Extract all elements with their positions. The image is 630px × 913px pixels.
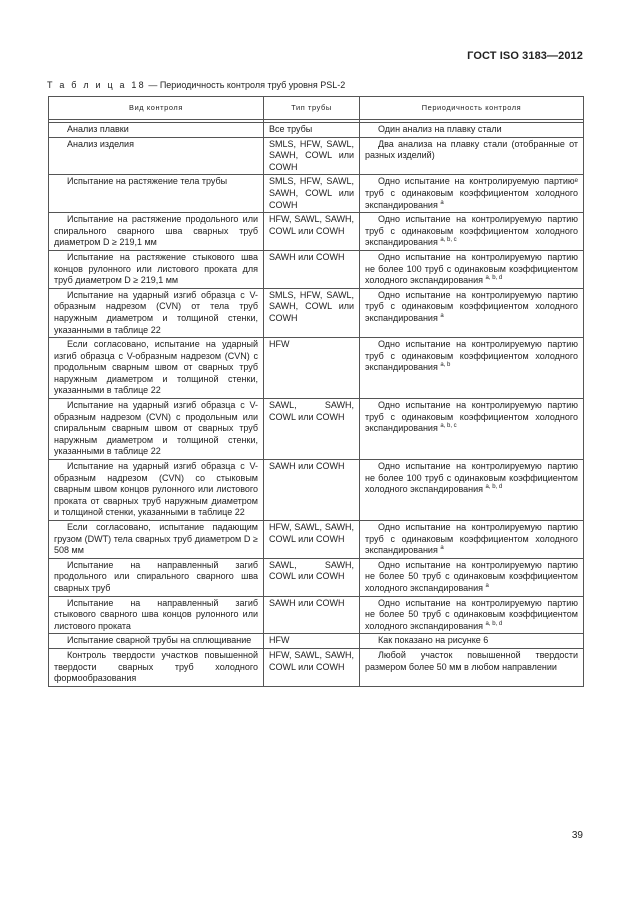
pipe-type-cell-text: HFW (269, 635, 290, 646)
table-caption-text: — Периодичность контроля труб уровня PSL-2 (145, 80, 346, 90)
table-row (49, 399, 584, 460)
frequency-cell (360, 596, 584, 634)
frequency-cell (360, 338, 584, 399)
pipe-type-cell (264, 213, 360, 251)
footnote-marker: a (440, 199, 444, 206)
pipe-type-cell-text: SAWH или COWH (269, 597, 345, 608)
pipe-type-cell (264, 399, 360, 460)
frequency-cell-text: Одно испытание на контролируемую партию труб с одинаковым коэффициентом холодного экспандирования (365, 522, 578, 556)
pipe-type-cell-text: SAWH или COWH (269, 461, 345, 472)
frequency-cell (360, 213, 584, 251)
frequency-cell (360, 175, 584, 213)
table-row (49, 558, 584, 596)
inspection-frequency-table (48, 96, 584, 687)
frequency-cell-text: Одно испытание на контролируемую партиюᵉ труб с одинаковым коэффициентом холодного экспандирования (365, 176, 578, 210)
footnote-marker: a, b (440, 362, 451, 369)
frequency-cell (360, 521, 584, 559)
inspection-kind-cell (49, 648, 264, 686)
inspection-kind-cell-text: Испытание на растяжение продольного или спирального сварного шва сварных труб диаметром D ≥ 219,1 мм (54, 214, 258, 248)
footnote-marker: a, b, d (485, 620, 503, 627)
inspection-kind-cell-text: Если согласовано, испытание падающим грузом (DWT) тела сварных труб диаметром D ≥ 508 мм (54, 522, 258, 556)
frequency-cell-text: Одно испытание на контролируемую партию труб с одинаковым коэффициентом холодного экспандирования (365, 400, 578, 434)
table-row (49, 596, 584, 634)
inspection-kind-cell (49, 634, 264, 649)
pipe-type-cell-text: HFW, SAWL, SAWH, COWL или COWH (269, 214, 354, 236)
pipe-type-cell-text: SMLS, HFW, SAWL, SAWH, COWL или COWH (269, 176, 354, 210)
pipe-type-cell-text: SMLS, HFW, SAWL, SAWH, COWL или COWH (269, 138, 354, 172)
inspection-kind-cell (49, 288, 264, 337)
inspection-kind-cell (49, 250, 264, 288)
pipe-type-cell-text: HFW, SAWL, SAWH, COWL или COWH (269, 522, 354, 544)
table-row (49, 137, 584, 175)
inspection-kind-cell-text: Испытание на ударный изгиб образца с V-образным надрезом (CVN) с продольным или спиральным сварным швом от сварных труб наружным диаметром и толщиной стенки, указанными в таблице 22 (54, 400, 258, 457)
footnote-marker: a (440, 545, 444, 552)
inspection-kind-cell-text: Испытание на растяжение тела трубы (67, 176, 228, 187)
frequency-cell-text: Одно испытание на контролируемую партию не более 100 труб с одинаковым коэффициентом холодного экспандирования (365, 461, 578, 495)
table-row (49, 175, 584, 213)
frequency-cell-text: Как показано на рисунке 6 (378, 635, 489, 646)
frequency-cell (360, 137, 584, 175)
footnote-marker: a, b, d (485, 275, 503, 282)
footnote-marker: a, b, c (440, 423, 457, 430)
table-caption-prefix: Т а б л и ц а 18 (47, 80, 146, 90)
inspection-kind-cell-text: Испытание на ударный изгиб образца с V-образным надрезом (CVN) со стыковым сварным швом концов рулонного или листового проката от сварных труб наружным диаметром и толщиной стенки, указанными в таблице 22 (54, 461, 258, 518)
frequency-cell-text: Одно испытание на контролируемую партию труб с одинаковым коэффициентом холодного экспандирования (365, 339, 578, 373)
inspection-kind-cell-text: Испытание на направленный загиб стыкового сварного шва концов рулонного или листового проката (54, 597, 258, 631)
footnote-marker: a (485, 582, 489, 589)
pipe-type-cell (264, 648, 360, 686)
table-row (49, 648, 584, 686)
frequency-cell (360, 634, 584, 649)
footnote-marker: a, b, d (485, 484, 503, 491)
pipe-type-cell-text: SAWL, SAWH, COWL или COWH (269, 400, 354, 422)
frequency-cell (360, 250, 584, 288)
pipe-type-cell-text: HFW, SAWL, SAWH, COWL или COWH (269, 649, 354, 672)
column-header-frequency: Периодичность контроля (360, 97, 584, 120)
inspection-kind-cell-text: Если согласовано, испытание на ударный изгиб образца с V-образным надрезом (CVN) с продольным сварным швом от сварных труб наружным диаметром и толщиной стенки, указанными в таблице 22 (54, 339, 258, 396)
pipe-type-cell (264, 137, 360, 175)
frequency-cell-text: Одно испытание на контролируемую партию не более 100 труб с одинаковым коэффициентом холодного экспандирования (365, 251, 578, 286)
pipe-type-cell (264, 250, 360, 288)
table-row (49, 634, 584, 649)
column-header-type: Тип трубы (264, 97, 360, 120)
pipe-type-cell-text: SMLS, HFW, SAWL, SAWH, COWL или COWH (269, 289, 354, 323)
table-caption (47, 80, 345, 90)
frequency-cell-text: Одно испытание на контролируемую партию труб с одинаковым коэффициентом холодного экспандирования (365, 214, 578, 248)
table-row (49, 123, 584, 138)
footnote-marker: a, b, c (440, 237, 457, 244)
inspection-kind-cell-text: Анализ изделия (67, 138, 134, 149)
table-header-row (49, 97, 584, 120)
table-row (49, 460, 584, 521)
footnote-marker: a (440, 312, 444, 319)
inspection-kind-cell (49, 460, 264, 521)
pipe-type-cell (264, 521, 360, 559)
inspection-kind-cell (49, 123, 264, 138)
inspection-kind-cell-text: Анализ плавки (67, 124, 129, 134)
pipe-type-cell (264, 338, 360, 399)
pipe-type-cell (264, 634, 360, 649)
inspection-kind-cell-text: Испытание на ударный изгиб образца с V-образным надрезом (CVN) от тела труб наружным диаметром и толщиной стенки, указанными в таблице 22 (54, 289, 258, 335)
inspection-kind-cell-text: Испытание сварной трубы на сплющивание (67, 635, 252, 646)
column-header-kind: Вид контроля (49, 97, 264, 120)
frequency-cell (360, 288, 584, 337)
pipe-type-cell (264, 558, 360, 596)
inspection-kind-cell (49, 338, 264, 399)
frequency-cell-text: Один анализ на плавку стали (378, 124, 502, 134)
frequency-cell-text: Два анализа на плавку стали (отобранные от разных изделий) (365, 138, 578, 161)
inspection-kind-cell-text: Испытание на растяжение стыкового шва концов рулонного или листового проката для труб диаметром D ≥ 219,1 мм (54, 251, 258, 286)
pipe-type-cell (264, 596, 360, 634)
table-row (49, 338, 584, 399)
inspection-kind-cell-text: Контроль твердости участков повышенной твердости сварных труб холодного формообразования (54, 649, 258, 684)
table-row (49, 521, 584, 559)
pipe-type-cell-text: SAWH или COWH (269, 251, 345, 262)
inspection-kind-cell (49, 596, 264, 634)
inspection-kind-cell (49, 137, 264, 175)
frequency-cell-text: Одно испытание на контролируемую партию труб с одинаковым коэффициентом холодного экспандирования (365, 289, 578, 323)
table-row (49, 213, 584, 251)
table-row (49, 288, 584, 337)
table-row (49, 250, 584, 288)
inspection-kind-cell (49, 213, 264, 251)
frequency-cell (360, 648, 584, 686)
pipe-type-cell (264, 123, 360, 138)
inspection-kind-cell (49, 521, 264, 559)
frequency-cell (360, 123, 584, 138)
inspection-kind-cell-text: Испытание на направленный загиб продольного или спирального сварного шва сварных труб (54, 559, 258, 593)
frequency-cell (360, 399, 584, 460)
pipe-type-cell (264, 460, 360, 521)
inspection-kind-cell (49, 558, 264, 596)
pipe-type-cell-text: SAWL, SAWH, COWL или COWH (269, 559, 354, 582)
pipe-type-cell (264, 175, 360, 213)
inspection-kind-cell (49, 399, 264, 460)
page-number: 39 (571, 830, 583, 841)
frequency-cell (360, 558, 584, 596)
standard-header: ГОСТ ISO 3183—2012 (467, 50, 583, 62)
frequency-cell (360, 460, 584, 521)
pipe-type-cell-text: Все трубы (269, 124, 313, 134)
frequency-cell-text: Одно испытание на контролируемую партию не более 50 труб с одинаковым коэффициентом холодного экспандирования (365, 559, 578, 593)
inspection-kind-cell (49, 175, 264, 213)
frequency-cell-text: Одно испытание на контролируемую партию не более 50 труб с одинаковым коэффициентом холодного экспандирования (365, 597, 578, 631)
frequency-cell-text: Любой участок повышенной твердости размером более 50 мм в любом направлении (365, 649, 578, 672)
pipe-type-cell (264, 288, 360, 337)
pipe-type-cell-text: HFW (269, 339, 290, 350)
